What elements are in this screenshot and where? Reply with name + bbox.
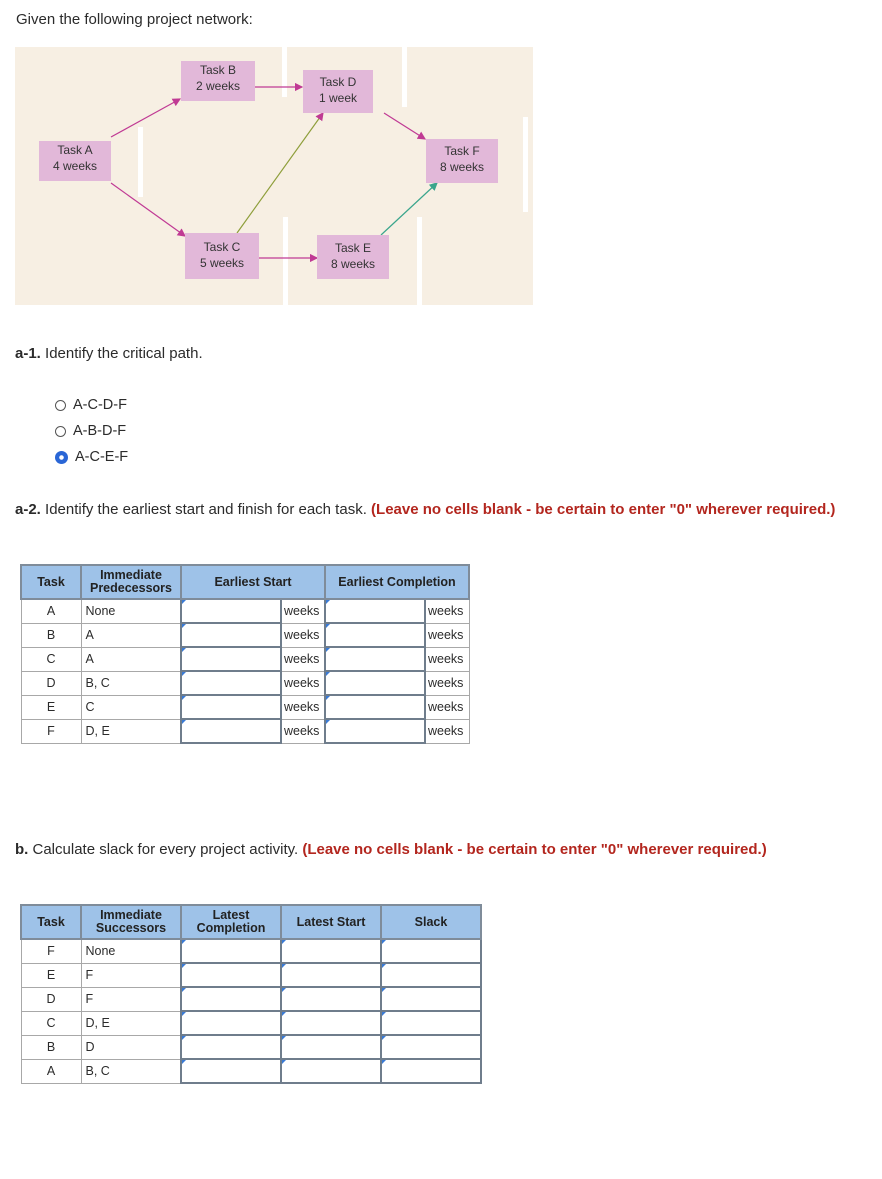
earliest-completion-input[interactable] bbox=[325, 647, 425, 671]
warning-text: (Leave no cells blank - be certain to enter "0" wherever required.) bbox=[371, 501, 836, 518]
unit-label: weeks bbox=[281, 719, 325, 743]
header-successors: Immediate Successors bbox=[81, 905, 181, 939]
task-cell: C bbox=[21, 647, 81, 671]
question-text: Calculate slack for every project activity. bbox=[28, 841, 303, 858]
arrow-a-b bbox=[111, 99, 180, 137]
task-cell: B bbox=[21, 1035, 81, 1059]
unit-label: weeks bbox=[425, 647, 469, 671]
earliest-completion-input[interactable] bbox=[325, 599, 425, 623]
latest-completion-input[interactable] bbox=[181, 963, 281, 987]
unit-label: weeks bbox=[281, 671, 325, 695]
task-node-f bbox=[426, 139, 498, 183]
unit-label: weeks bbox=[281, 647, 325, 671]
predecessor-cell: None bbox=[81, 599, 181, 623]
task-node-name: Task F bbox=[444, 144, 480, 158]
header-slack: Slack bbox=[381, 905, 481, 939]
task-node-duration: 8 weeks bbox=[439, 160, 485, 174]
predecessor-cell: D, E bbox=[81, 719, 181, 743]
latest-completion-input[interactable] bbox=[181, 1059, 281, 1083]
table-row bbox=[21, 1035, 481, 1059]
task-cell: E bbox=[21, 963, 81, 987]
table-row bbox=[21, 1059, 481, 1083]
table-row bbox=[21, 719, 469, 743]
predecessor-cell: B, C bbox=[81, 671, 181, 695]
arrow-e-f bbox=[381, 183, 437, 235]
predecessor-cell: A bbox=[81, 647, 181, 671]
project-network-diagram bbox=[15, 47, 533, 305]
task-node-c bbox=[185, 233, 259, 279]
successor-cell: D bbox=[81, 1035, 181, 1059]
task-cell: A bbox=[21, 599, 81, 623]
arrow-c-d bbox=[237, 113, 323, 233]
latest-start-input[interactable] bbox=[281, 1011, 381, 1035]
earliest-completion-input[interactable] bbox=[325, 695, 425, 719]
earliest-start-input[interactable] bbox=[181, 623, 281, 647]
table-row bbox=[21, 599, 469, 623]
latest-completion-input[interactable] bbox=[181, 1035, 281, 1059]
header-task: Task bbox=[21, 905, 81, 939]
question-text: Identify the earliest start and finish for each task. bbox=[40, 501, 372, 518]
unit-label: weeks bbox=[425, 719, 469, 743]
unit-label: weeks bbox=[425, 623, 469, 647]
intro-text: Given the following project network: bbox=[16, 11, 253, 28]
question-label: a-2. bbox=[15, 501, 41, 518]
task-cell: F bbox=[21, 939, 81, 963]
arrow-a-c bbox=[111, 183, 185, 236]
latest-start-input[interactable] bbox=[281, 1059, 381, 1083]
earliest-completion-input[interactable] bbox=[325, 719, 425, 743]
earliest-start-input[interactable] bbox=[181, 671, 281, 695]
radio-icon[interactable] bbox=[55, 400, 66, 411]
critical-path-option[interactable] bbox=[55, 397, 127, 413]
header-predecessors: Immediate Predecessors bbox=[81, 565, 181, 599]
task-node-name: Task E bbox=[334, 241, 371, 255]
critical-path-option[interactable] bbox=[55, 423, 126, 439]
task-node-duration: 4 weeks bbox=[52, 159, 98, 173]
latest-start-input[interactable] bbox=[281, 987, 381, 1011]
radio-selected-icon[interactable] bbox=[55, 451, 68, 464]
table-row bbox=[21, 939, 481, 963]
table-row bbox=[21, 987, 481, 1011]
question-a1 bbox=[15, 345, 203, 362]
slack-input[interactable] bbox=[381, 939, 481, 963]
latest-completion-input[interactable] bbox=[181, 987, 281, 1011]
task-node-duration: 8 weeks bbox=[330, 257, 376, 271]
successor-cell: None bbox=[81, 939, 181, 963]
question-a2 bbox=[15, 501, 835, 518]
unit-label: weeks bbox=[425, 599, 469, 623]
task-node-duration: 5 weeks bbox=[199, 256, 245, 270]
header-latest-start: Latest Start bbox=[281, 905, 381, 939]
unit-label: weeks bbox=[281, 623, 325, 647]
header-earliest-start: Earliest Start bbox=[181, 565, 325, 599]
table-row bbox=[21, 623, 469, 647]
latest-start-input[interactable] bbox=[281, 1035, 381, 1059]
earliest-table bbox=[20, 564, 470, 744]
task-cell: B bbox=[21, 623, 81, 647]
task-cell: E bbox=[21, 695, 81, 719]
successor-cell: F bbox=[81, 963, 181, 987]
table-row bbox=[21, 1011, 481, 1035]
arrow-d-f bbox=[384, 113, 425, 139]
option-label: A-B-D-F bbox=[73, 423, 127, 439]
option-label: A-C-D-F bbox=[73, 397, 127, 413]
table-row bbox=[21, 671, 469, 695]
task-node-e bbox=[317, 235, 389, 279]
option-label: A-C-E-F bbox=[75, 449, 129, 465]
slack-input[interactable] bbox=[381, 987, 481, 1011]
radio-icon[interactable] bbox=[55, 426, 66, 437]
task-cell: C bbox=[21, 1011, 81, 1035]
unit-label: weeks bbox=[425, 695, 469, 719]
earliest-completion-input[interactable] bbox=[325, 623, 425, 647]
latest-completion-input[interactable] bbox=[181, 939, 281, 963]
slack-input[interactable] bbox=[381, 1059, 481, 1083]
task-node-b bbox=[181, 61, 255, 101]
latest-completion-input[interactable] bbox=[181, 1011, 281, 1035]
question-label: a-1. bbox=[15, 345, 41, 362]
table-row bbox=[21, 963, 481, 987]
latest-start-input[interactable] bbox=[281, 939, 381, 963]
question-b bbox=[15, 841, 767, 858]
slack-input[interactable] bbox=[381, 1035, 481, 1059]
predecessor-cell: C bbox=[81, 695, 181, 719]
question-text: Identify the critical path. bbox=[40, 345, 203, 362]
earliest-completion-input[interactable] bbox=[325, 671, 425, 695]
header-earliest-completion: Earliest Completion bbox=[325, 565, 469, 599]
slack-table bbox=[20, 904, 482, 1084]
task-cell: A bbox=[21, 1059, 81, 1083]
predecessor-cell: A bbox=[81, 623, 181, 647]
slack-input[interactable] bbox=[381, 1011, 481, 1035]
slack-input[interactable] bbox=[381, 963, 481, 987]
latest-start-input[interactable] bbox=[281, 963, 381, 987]
unit-label: weeks bbox=[281, 599, 325, 623]
successor-cell: D, E bbox=[81, 1011, 181, 1035]
unit-label: weeks bbox=[281, 695, 325, 719]
task-node-name: Task C bbox=[203, 240, 241, 254]
task-cell: D bbox=[21, 987, 81, 1011]
header-task: Task bbox=[21, 565, 81, 599]
task-node-a bbox=[39, 141, 111, 181]
task-cell: D bbox=[21, 671, 81, 695]
task-node-duration: 1 week bbox=[318, 91, 358, 105]
header-latest-completion: Latest Completion bbox=[181, 905, 281, 939]
successor-cell: B, C bbox=[81, 1059, 181, 1083]
table-row bbox=[21, 695, 469, 719]
earliest-start-input[interactable] bbox=[181, 599, 281, 623]
question-label: b. bbox=[15, 841, 29, 858]
task-cell: F bbox=[21, 719, 81, 743]
earliest-start-input[interactable] bbox=[181, 719, 281, 743]
task-node-duration: 2 weeks bbox=[195, 79, 241, 93]
earliest-start-input[interactable] bbox=[181, 647, 281, 671]
earliest-start-input[interactable] bbox=[181, 695, 281, 719]
task-node-name: Task B bbox=[199, 63, 236, 77]
unit-label: weeks bbox=[425, 671, 469, 695]
task-node-name: Task A bbox=[57, 143, 93, 157]
critical-path-option-selected[interactable] bbox=[55, 449, 128, 465]
task-node-name: Task D bbox=[319, 75, 357, 89]
successor-cell: F bbox=[81, 987, 181, 1011]
table-row bbox=[21, 647, 469, 671]
task-node-d bbox=[303, 70, 373, 113]
warning-text: (Leave no cells blank - be certain to enter "0" wherever required.) bbox=[302, 841, 767, 858]
